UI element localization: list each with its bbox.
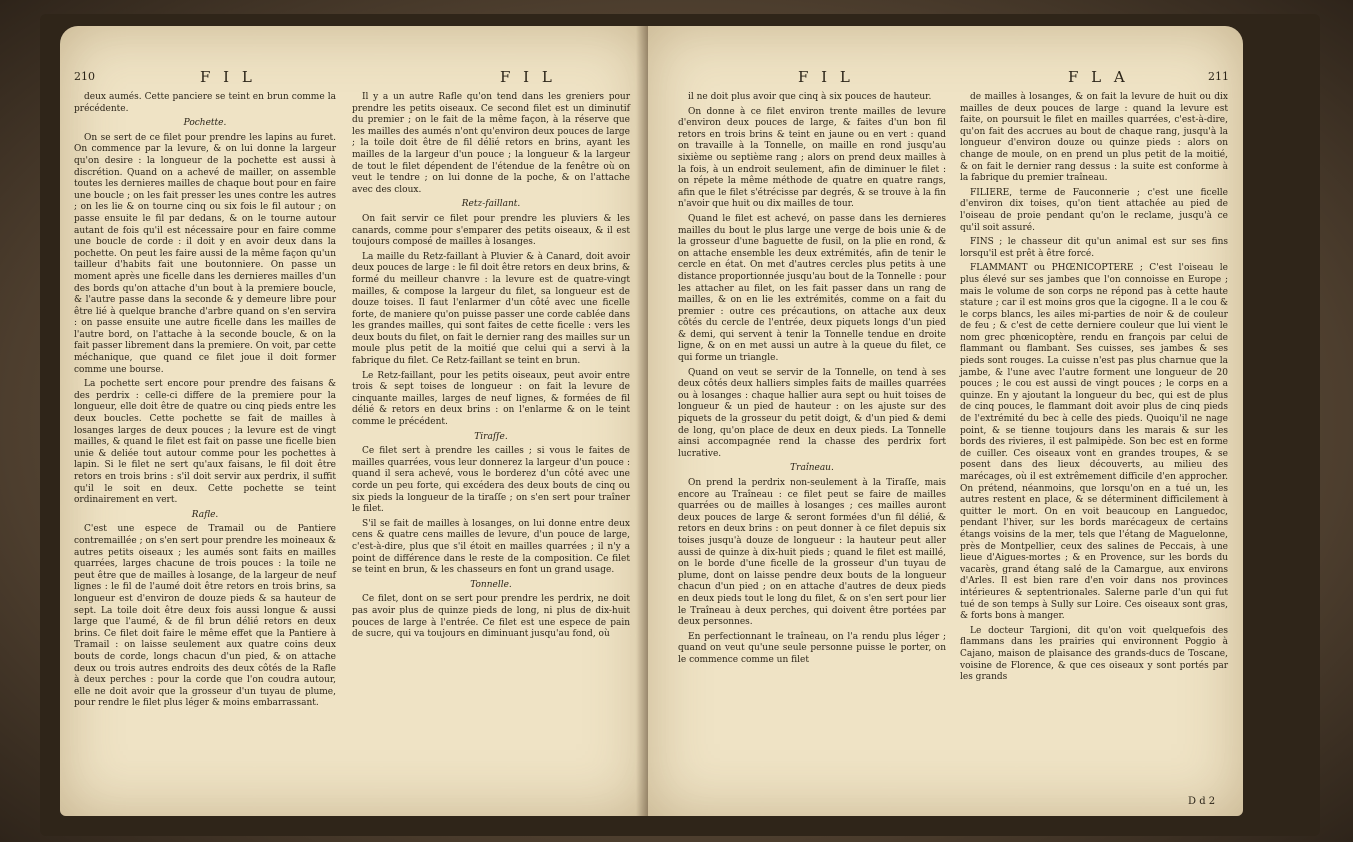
page-number-right: 211: [1208, 70, 1229, 83]
right-page-column-1: [678, 92, 946, 670]
left-page: [60, 26, 648, 816]
paragraph: S'il se fait de mailles à losanges, on lui donne entre deux cens & quatre cens mailles de levure, d'un pouce de large, c'est-à-dire, plus que s'il étoit en mailles quarrées ; il n'y a point de différence dans le reste de la composition. Ce filet se teint en brun, & les chasseurs en font un grand usage.: [352, 518, 630, 576]
section-heading: Rafle.: [191, 509, 219, 520]
paragraph: On fait servir ce filet pour prendre les pluviers & les canards, comme pour s'emparer des petits oiseaux, & il est toujours composé de mailles à losanges.: [352, 213, 630, 248]
paragraph: de mailles à losanges, & on fait la levure de huit ou dix mailles de deux pouces de large : quand la levure est faite, on poursuit le filet en mailles quarrées, c'est-à-dire, qu'on fait des accrues au bout de chaque rang, jusqu'à la longueur d'environ douze ou quinze pieds : alors on change de moule, on en prend un plus petit de la moitié, & on fait le dernier rang dessus : la suite est conforme à la fabrique du premier traîneau.: [960, 92, 1228, 184]
section-heading: Tonnelle.: [470, 579, 512, 590]
paragraph: Ce filet, dont on se sert pour prendre les perdrix, ne doit pas avoir plus de quinze pieds de long, ni plus de dix-huit pouces de large à l'entrée. Ce filet est une espece de pain de sucre, qui va toujours en diminuant jusqu'au fond, où: [352, 594, 630, 640]
running-head-left-col2: F I L: [500, 68, 556, 86]
paragraph: Le Retz-faillant, pour les petits oiseaux, peut avoir entre trois & sept toises de longueur : on fait la levure de cinquante mailles, larges de neuf lignes, & formées de fil délié & retors en deux brins : on l'enlarme & on le teint comme le précédent.: [352, 370, 630, 428]
paragraph: Il y a un autre Rafle qu'on tend dans les greniers pour prendre les petits oiseaux. Ce second filet est un diminutif du premier ; on le fait de la même façon, à la réserve que les mailles des aumés n'ont qu'environ deux pouces de large ; la toile doit être de fil délié retors en brins, ayant les mailles de la largeur d'un pouce ; la longueur & la largeur de tout le filet dépendent de l'étendue de la fenêtre où on veut le tendre ; on lui donne de la poche, & on l'attache avec des cloux.: [352, 92, 630, 195]
right-page-column-2: [960, 92, 1228, 687]
paragraph: il ne doit plus avoir que cinq à six pouces de hauteur.: [688, 92, 932, 102]
running-head-right-col1: F I L: [798, 68, 854, 86]
right-page: [648, 26, 1243, 816]
running-head-right-col2: F L A: [1068, 68, 1129, 86]
paragraph: La maille du Retz-faillant à Pluvier & à Canard, doit avoir deux pouces de large : le fil doit être retors en deux brins, & formé du meilleur chanvre : la levure est de quatre-vingt mailles, & compose la largeur du filet, sa longueur est de douze toises. Il faut l'enlarmer d'un côté avec une ficelle forte, de maniere qu'on puisse passer une corde cablée dans les grandes mailles, qui sont faites de cette ficelle : vers les deux bouts du filet, on fait le dernier rang des mailles sur un moule plus petit de la moitié que celui qui a servi à la fabrique du filet. Ce Retz-faillant se teint en brun.: [352, 251, 630, 367]
section-heading: Retz-faillant.: [461, 199, 521, 210]
paragraph: On se sert de ce filet pour prendre les lapins au furet. On commence par la levure, & on lui donne la largeur qu'on desire : la longueur de la pochette est aussi à discrétion. Quand on a achevé de mailler, on assemble toutes les dernieres mailles de chaque bout pour en faire une boucle ; on les fait presser les unes contre les autres ; on les lie & on tourne cinq ou six fois le fil autour ; on passe ensuite le fil par dedans, & on le tourne autour autant de fois qu'il est nécessaire pour en faire comme une boucle de corde : il doit y en avoir deux dans la pochette. On peut les faire aussi de la même façon qu'un tailleur d'habits fait une boutonniere. On passe un moment après une ficelle dans les dernieres mailles d'un des bords qu'on attache d'un bout à la premiere boucle, & l'autre passe dans la seconde & y demeure libre pour être lié à quelque branche d'arbre quand on s'en servira : on passe ensuite une autre ficelle dans les mailles de l'autre bord, on l'attache à la seconde boucle, & on la fait passer librement dans la premiere. On voit, par cette méchanique, que quand ce filet joue il doit former comme une bourse.: [74, 132, 336, 375]
left-page-column-1: [74, 92, 336, 713]
paragraph: On donne à ce filet environ trente mailles de levure d'environ deux pouces de large, & faites d'un bon fil retors en trois brins & teint en jaune ou en vert : quand on travaille à la Tonnelle, on maille en rond jusqu'au sixième ou septième rang ; alors on prend deux mailles à la fois, à un endroit seulement, afin de diminuer le filet : on répete la même méthode de quatre en quatre rangs, afin que le filet s'étrécisse par degrés, & se trouve à la fin n'avoir que huit ou dix mailles de tour.: [678, 106, 946, 210]
paragraph: deux aumés. Cette panciere se teint en brun comme la précédente.: [74, 92, 336, 114]
paragraph: FINS ; le chasseur dit qu'un animal est sur ses fins lorsqu'il est prêt à être forcé.: [960, 237, 1228, 259]
page-number-left: 210: [74, 70, 95, 83]
paragraph: FLAMMANT ou PHŒNICOPTERE ; C'est l'oiseau le plus élevé sur ses jambes que l'on connoisse en Europe ; mais le volume de son corps ne répond pas à cette haute stature ; car il est moins gros que la cigogne. Il a le cou & le corps blancs, les ailes mi-parties de noir & de couleur de feu ; & c'est de cette derniere couleur que lui vient le nom grec phœnicoptère, rendu en françois par celui de flammant ou flambant. Ses cuisses, ses jambes & ses pieds sont rouges. La cuisse n'est pas plus charnue que la jambe, & l'une avec l'autre forment une longueur de 20 pouces ; le cou est aussi de vingt pouces ; le corps en a quinze. En y ajoutant la longueur du bec, qui est de plus de cinq pouces, le flammant doit avoir plus de cinq pieds de l'extrémité du bec à celle des pieds. Quoiqu'il ne nage point, & se tienne toujours dans les marais & sur les bords des rivieres, il est palmipède. Son bec est en forme de cuiller. Ces oiseaux vont en grandes troupes, & se posent dans des lieux découverts, au milieu des marécages, où il est extrêmement difficile d'en approcher. On prétend, néanmoins, que lorsqu'on en a tué un, les autres restent en place, & se déterminent difficilement à quitter le mort. On en voit beaucoup en Languedoc, pendant l'hiver, sur les bords marécageux de certains étangs voisins de la mer, tels que l'étang de Maguelonne, près de Montpellier, ceux des salines de Peccais, à une lieue d'Aigues-mortes ; & en Provence, sur les bords du vacarès, grand étang salé de la Camargue, aux environs d'Arles. Il est bien rare d'en voir dans nos provinces intérieures & septentrionales. Salerne parle d'un qui fut tué de son temps à Sully sur Loire. Ces oiseaux sont gras, & forts bons à manger.: [960, 263, 1228, 622]
paragraph: On prend la perdrix non-seulement à la Tiraſſe, mais encore au Traîneau : ce filet peut se faire de mailles quarrées ou de mailles à losanges ; ces mailles auront deux pouces de large & seront formées d'un fil délié, & retors en deux brins : on peut donner à ce filet depuis six toises jusqu'à douze de longueur : la hauteur peut aller aussi de quinze à dix-huit pieds ; quand le filet est maillé, on le borde d'une ficelle de la grosseur d'un tuyau de plume, dont on laisse pendre deux bouts de la longueur chacun d'un pied ; on en attache d'autres de deux pieds en deux pieds tout le long du filet, & on s'en sert pour lier le Traîneau à deux perches, qui doivent être portées par deux personnes.: [678, 478, 946, 628]
paragraph: Quand on veut se servir de la Tonnelle, on tend à ses deux côtés deux halliers simples faits de mailles quarrées ou à losanges : chaque hallier aura sept ou huit toises de longueur & un pied de hauteur : on les ajuste sur des piquets de la grosseur du petit doigt, & d'un pied & demi de long, qu'on place de deux en deux pieds. La Tonnelle ainsi accompagnée rend la chasse des perdrix fort lucrative.: [678, 367, 946, 459]
signature-mark: D d 2: [1188, 796, 1216, 807]
paragraph: Le docteur Targioni, dit qu'on voit quelquefois des flammans dans les prairies qui environnent Poggio à Cajano, maison de plaisance des grands-ducs de Toscane, voisine de Florence, & que ces oiseaux y sont portés par les grands: [960, 625, 1228, 683]
section-heading: Pochette.: [183, 118, 227, 129]
paragraph: Quand le filet est achevé, on passe dans les dernieres mailles du bout le plus large une verge de bois unie & de la grosseur d'une baguette de fusil, on la plie en rond, & on attache ensemble les deux extrémités, afin de tenir le cercle en état. On met d'autres cercles plus petits à une distance proportionnée jusqu'au bout de la Tonnelle : pour les attacher au filet, on les fait passer dans un rang de mailles, & on en lie les extrémités, comme on a fait du premier : outre ces précautions, on attache aux deux côtés du cercle de l'entrée, deux piquets longs d'un pied & demi, qui servent à tenir la Tonnelle tendue en droite ligne, & on en met aussi un autre à la queue du filet, ce qui forme un triangle.: [678, 213, 946, 364]
section-heading: Tiraſſe.: [474, 431, 508, 442]
paragraph: FILIERE, terme de Fauconnerie ; c'est une ficelle d'environ dix toises, qu'on tient attachée au pied de l'oiseau de proie pendant qu'on le reclame, jusqu'à ce qu'il soit assuré.: [960, 187, 1228, 233]
paragraph: Ce filet sert à prendre les cailles ; si vous le faites de mailles quarrées, vous leur donnerez la largeur d'un pouce : quand il sera achevé, vous le borderez d'un côté avec une corde un peu forte, qui excédera des deux bouts de cinq ou six pieds la longueur de la tiraſſe ; on s'en sert pour traîner le filet.: [352, 446, 630, 515]
running-head-left-col1: F I L: [200, 68, 256, 86]
paragraph: C'est une espece de Tramail ou de Pantiere contremaillée ; on s'en sert pour prendre les moineaux & autres petits oiseaux ; les aumés sont faits en mailles quarrées, larges chacune de trois pouces : la toile ne peut être que de mailles à losange, de la largeur de neuf lignes : le fil de l'aumé doit être retors en trois brins, sa longueur est d'environ de douze pieds & sa hauteur de sept. La toile doit être deux fois aussi longue & aussi large que l'aumé, & de fil brun délié retors en deux brins. Ce filet doit faire le même effet que la Pantiere à Tramail : on laisse seulement aux quatre coins deux bouts de corde, longs chacun d'un pied, & on attache deux ou trois autres endroits des deux côtés de la Rafle à deux perches : pour la corde que l'on coudra autour, elle ne doit avoir que la grosseur d'un tuyau de plume, pour rendre le filet plus léger & moins embarrassant.: [74, 524, 336, 709]
paragraph: La pochette sert encore pour prendre des faisans & des perdrix : celle-ci differe de la premiere pour la longueur, elle doit être de quatre ou cinq pieds entre les deux boucles. Cette pochette se fait de mailles à losanges larges de deux pouces ; la levure est de vingt mailles, & quand le filet est fait on passe une ficelle bien unie & deliée tout autour comme pour les pochettes à lapin. Si le filet ne sert qu'aux faisans, le fil doit être retors en trois brins : s'il doit servir aux perdrix, il suffit qu'il le soit en deux. Cette pochette se teint ordinairement en vert.: [74, 379, 336, 506]
left-page-column-2: [352, 92, 630, 644]
section-heading: Traîneau.: [790, 463, 834, 474]
paragraph: En perfectionnant le traîneau, on l'a rendu plus léger ; quand on veut qu'une seule personne puisse le porter, on le commence comme un filet: [678, 631, 946, 665]
